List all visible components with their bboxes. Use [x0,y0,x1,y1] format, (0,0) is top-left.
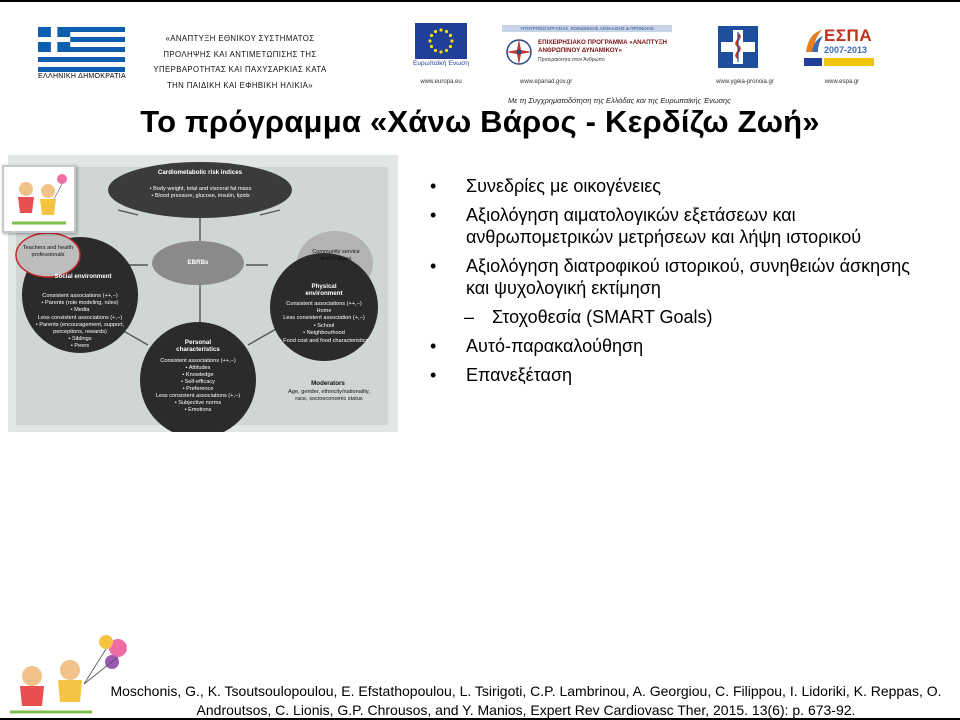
epanad-url: www.epanad.gov.gr [520,79,573,85]
diagram-tag-community: Community service and facilities [312,249,360,262]
bullet-text: Στοχοθεσία (SMART Goals) [492,307,713,327]
espa-stripe-icon [804,58,874,66]
bullet-item [430,175,930,197]
diagram-tag-teachers: Teachers and health professionals [22,245,74,258]
top-border [0,0,960,2]
bullet-text: Επανεξέταση [466,365,573,385]
greece-caption: ΕΛΛΗΝΙΚΗ ΔΗΜΟΚΡΑΤΙΑ [38,73,126,80]
diagram-moderators-title: Moderators [311,380,345,387]
bullet-text: Αξιολόγηση αιματολογικών εξετάσεων και ανθρωπομετρικών μετρήσεων και λήψη ιστορικού [466,205,862,247]
epanad-banner: ΥΠΟΥΡΓΕΙΟ ΕΡΓΑΣΙΑΣ, ΚΟΙΝΩΝΙΚΗΣ ΑΣΦΑΛΙΣΗΣ & ΠΡΟΝΟΙΑΣ [502,25,672,32]
diagram-left-item: • Siblings [68,336,92,342]
diagram-left-item: • Media [70,307,90,313]
diagram-right-item: Less consistent association (+,−) [283,315,365,321]
eu-caption: Ευρωπαϊκή Ένωση [413,60,469,67]
bullet-text: Αυτό-παρακαλούθηση [466,336,644,356]
project-title-line: «ΑΝΑΠΤΥΞΗ ΕΘΝΙΚΟΥ ΣΥΣΤΗΜΑΤΟΣ [165,34,315,43]
diagram-bottom-item: • Attitudes [185,365,211,371]
diagram-left-item: Consistent associations (++,−) [42,293,118,299]
bullet-dot: • [430,256,437,276]
project-title-line: ΠΡΟΛΗΨΗΣ ΚΑΙ ΑΝΤΙΜΕΤΩΠΙΣΗΣ ΤΗΣ [163,49,317,59]
sub-bullet-dash: – [464,307,475,327]
diagram-top-item: • Body weight, total and visceral fat mass [149,186,252,192]
bullet-item [430,204,930,248]
citation: Moschonis, G., K. Tsoutsoulopoulou, E. Efstathopoulou, L. Tsirigoti, C.P. Lambrinou, A. Georgiou, C. Filippou, I. Lidoriki, K. Reppas, O. Androutsos, C. Lionis, G.P. Chrousos, and Y. Manios, Expert Rev Cardiovasc Ther, 2015. 13(6): p. 673-92. [110,683,942,718]
diagram-right-item: • Food cost and food characteristics [279,338,369,344]
diagram-right-item: • School [313,323,335,329]
diagram-right-item: Consistent associations (++,−) [286,301,362,307]
diagram-bottom-item: • Self-efficacy [181,379,215,385]
eu-url: www.europa.eu [420,79,462,85]
sub-bullet-item [430,306,930,328]
espa-years: 2007-2013 [824,45,868,55]
espa-logo [800,26,876,70]
diagram-bottom-item: • Preference [182,386,214,392]
epanad-logo [502,25,672,75]
bullet-text: Συνεδρίες με οικογένειες [466,176,661,196]
project-title-line: ΥΠΕΡΒΑΡΟΤΗΤΑΣ ΚΑΙ ΠΑΧΥΣΑΡΚΙΑΣ ΚΑΤΑ [153,65,327,74]
kids-drawing-icon [4,167,74,231]
diagram-left-item: Less consistent associations (+,−) [37,315,123,321]
cofunding-note: Με τη Συγχρηματοδότηση της Ελλάδας και της Ευρωπαϊκής Ένωσης [508,96,731,105]
bullet-text: Αξιολόγηση διατροφικού ιστορικού, συνηθειών άσκησης και ψυχολογική εκτίμηση [466,256,910,298]
diagram-center: EBRBs [187,259,209,266]
epanad-subtitle: Προτεραιότητα στον Άνθρωπο [538,57,605,63]
project-title [140,31,340,93]
epanad-title: ΕΠΙΧΕΙΡΗΣΙΑΚΟ ΠΡΟΓΡΑΜΜΑ «ΑΝΑΠΤΥΞΗ ΑΝΘΡΩΠΙΝΟΥ ΔΥΝΑΜΙΚΟΥ» [538,39,667,54]
bullet-dot: • [430,336,437,356]
diagram-right-title: Physical environment [305,283,343,297]
bullet-item [430,364,930,386]
diagram-left-item: • Parents (role modeling, rules) [41,300,119,306]
bullet-item [430,335,930,357]
diagram-left-item: • Parents (encouragement, support, perceptions, rewards) [35,322,125,335]
bullet-list [430,175,930,393]
diagram-bottom-item: • Knowledge [182,372,214,378]
bullet-dot: • [430,176,437,196]
espa-word: ΕΣΠΑ [824,26,873,45]
greek-flag-icon [38,27,125,72]
espa-mark-icon [804,28,824,54]
bullet-dot: • [430,365,437,385]
diagram-moderators-text: Age, gender, ethnicity/nationality, race, socioeconomic status [288,389,370,402]
slide-title: Το πρόγραμμα «Χάνω Βάρος - Κερδίζω Ζωή» [140,104,820,139]
diagram-left-item: • Peers [70,343,90,349]
diagram-bottom-item: Less consistent associations (+,−) [155,393,241,399]
diagram-bottom-item: • Emotions [184,407,212,413]
eu-flag-icon [415,23,467,59]
project-title-line: ΤΗΝ ΠΑΙΔΙΚΗ ΚΑΙ ΕΦΗΒΙΚΗ ΗΛΙΚΙΑ» [166,80,314,90]
health-url: www.ygeia-pronoia.gr [716,79,774,85]
diagram-right-item: • Neighbourhood [303,330,345,336]
bullet-item [430,255,930,299]
diagram-bottom-title: Personal characteristics [176,339,220,353]
compass-icon [504,37,534,67]
diagram-bottom-item: • Subjective norms [174,400,222,406]
bullet-dot: • [430,205,437,225]
diagram-bottom-item: Consistent associations (++,−) [160,358,236,364]
diagram-top-item: • Blood pressure, glucose, insulin, lipids [151,193,250,199]
espa-url: www.espa.gr [824,79,860,85]
diagram-right-item: Home [316,308,332,314]
kids-photo-inset [2,165,76,233]
diagram-top-title: Cardiometabolic risk indices [157,169,243,176]
diagram-left-title: Social environment [54,273,112,280]
health-ministry-icon [718,26,758,68]
